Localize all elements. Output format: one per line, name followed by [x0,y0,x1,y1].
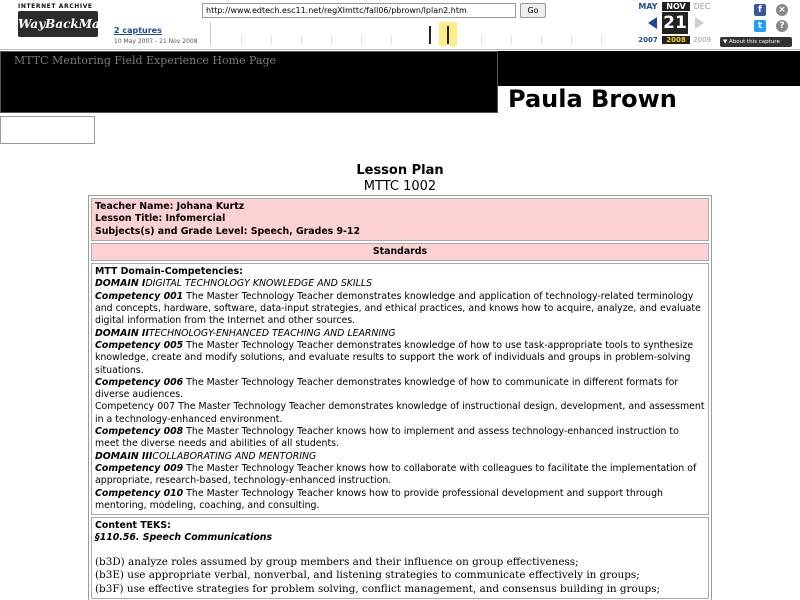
teks-item: (b3F) use effective strategies for problem solving, conflict management, and consensus building in groups; [95,582,660,595]
teks-section: §110.56. Speech Communications [95,532,273,544]
sparkline-tick [301,36,302,44]
month-next: DEC [693,2,711,11]
wayback-toolbar [0,0,800,50]
domain-title: DIGITAL TECHNOLOGY KNOWLEDGE AND SKILLS [145,278,373,290]
capture-bar[interactable] [447,26,449,44]
sparkline-tick [481,36,482,44]
sparkline-tick [571,36,572,44]
sparkline-tick [601,36,602,44]
capture-sparkline[interactable] [210,22,630,46]
competencies-cell [91,263,709,515]
lesson-title: Lesson Title: Infomercial [95,213,226,225]
logo-main-text: WayBackMachine [18,11,98,37]
teks-item: (b3D) analyze roles assumed by group members and their influence on group effectiveness; [95,555,579,568]
about-capture-button[interactable]: ▼ About this capture [720,37,792,47]
help-icon[interactable]: ? [776,20,788,32]
home-page-link[interactable]: MTTC Mentoring Field Experience Home Page [14,54,277,67]
teks-cell [91,517,709,599]
teks-item: (b3E) use appropriate verbal, nonverbal, and listening strategies to communicate effectively in groups; [95,569,640,582]
year-prev-link[interactable]: 2007 [638,36,658,44]
url-input[interactable]: http://www.edtech.esc11.net/regXImttc/fall06/pbrown/lplan2.htm [202,3,516,18]
competency-text: The Master Technology Teacher demonstrates knowledge of how to use task-appropriate tools to synthesize knowledge, create and modify solutions, and evaluate results to support the work of individuals and groups in problem-solving situations. [95,339,694,376]
page-title: Lesson Plan [356,163,444,178]
competency-text: Competency 007 The Master Technology Teacher demonstrates knowledge of instructional design, development, and assessment in a technology-enhanced environment. [95,401,705,425]
captures-link[interactable]: 2 captures [114,26,162,35]
about-capture-label: About this capture [728,39,780,45]
month-prev-link[interactable]: MAY [638,2,658,11]
sparkline-tick [541,36,542,44]
capture-day: 21 [663,13,687,33]
domain-title: COLLABORATING AND MENTORING [152,450,317,462]
sparkline-tick [361,36,362,44]
teks-label: Content TEKS: [95,520,171,532]
next-capture-arrow-icon [695,17,704,29]
competency-label: Competency 010 [95,487,184,499]
competency-text: The Master Technology Teacher knows how to collaborate with colleagues to facilitate the implementation of appropriate, research-based, technology-enhanced instruction. [95,462,697,487]
sparkline-tick [511,36,512,44]
sparkline-tick [241,36,242,44]
logo-top-text: INTERNET ARCHIVE [18,3,93,10]
author-banner-black-strip [498,51,800,86]
sparkline-tick [391,36,392,44]
subjects-grade: Subjects(s) and Grade Level: Speech, Grades 9-12 [95,225,360,237]
domain-label: DOMAIN III [95,450,153,462]
capture-range: 10 May 2007 - 21 Nov 2008 [114,38,198,45]
competency-label: Competency 008 [95,426,184,438]
competency-label: Competency 001 [95,290,184,302]
go-button[interactable]: Go [520,3,546,18]
lesson-info-cell [91,198,709,241]
competency-label: Competency 009 [95,462,184,474]
year-current: 2008 [662,36,690,44]
lesson-table [88,195,712,600]
competency-text: The Master Technology Teacher demonstrates knowledge and application of technology-related terminology and concepts, hardware, software, data-input strategies, and ethical practices, and knows how to acquire, analyze, and evaluate digital information from the Internet and other sources. [95,290,701,327]
teacher-name: Teacher Name: Johana Kurtz [95,201,245,212]
wayback-logo[interactable] [18,3,137,39]
page-subtitle: MTTC 1002 [363,179,437,194]
domain-competencies-label: MTT Domain-Competencies: [95,266,243,278]
author-name: Paula Brown [508,85,677,113]
competency-text: The Master Technology Teacher knows how to implement and assess technology-enhanced instruction to meet the diverse needs and abilities of all students. [95,426,679,450]
empty-frame-box [0,116,95,144]
standards-header: Standards [91,243,709,261]
twitter-icon[interactable]: t [754,20,766,32]
author-banner [498,51,800,113]
domain-title: TECHNOLOGY-ENHANCED TEACHING AND LEARNING [148,327,396,339]
sparkline-tick [331,36,332,44]
competency-label: Competency 006 [95,376,184,388]
close-icon[interactable]: × [776,4,788,16]
facebook-icon[interactable]: f [754,4,766,16]
capture-bar[interactable] [429,26,431,44]
competency-text: The Master Technology Teacher demonstrates knowledge of how to communicate in different formats for diverse audiences. [95,376,679,401]
month-current: NOV [662,2,690,11]
competency-text: The Master Technology Teacher knows how to provide professional development and support through mentoring, modeling, coaching, and consulting. [95,487,663,511]
competency-label: Competency 005 [95,339,184,351]
header-banner [0,51,498,113]
domain-label: DOMAIN I [95,278,146,290]
sparkline-tick [271,36,272,44]
prev-capture-arrow-icon[interactable] [648,17,657,29]
domain-label: DOMAIN II [95,327,149,339]
year-next: 2009 [693,36,711,44]
